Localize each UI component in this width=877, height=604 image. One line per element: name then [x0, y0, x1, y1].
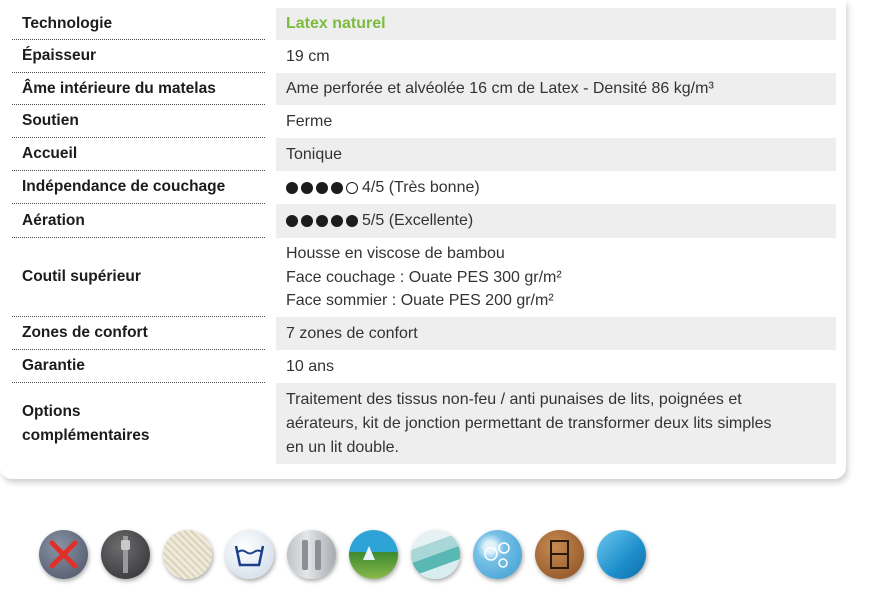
row-accueil	[12, 138, 836, 171]
blue-fabric-icon	[597, 530, 646, 579]
zipper-icon	[101, 530, 150, 579]
rating-dot-filled	[316, 215, 328, 227]
label-line: Options	[22, 402, 81, 420]
row-label: Zones de confort	[12, 317, 265, 350]
rating-dot-filled	[316, 182, 328, 194]
row-value: 19 cm	[286, 47, 330, 65]
rating-dot-filled	[286, 182, 298, 194]
value-line: en un lit double.	[286, 438, 399, 456]
row-label: Aération	[12, 204, 265, 238]
row-value	[276, 383, 836, 464]
rating-dot-filled	[331, 182, 343, 194]
fabric-texture-icon	[163, 530, 212, 579]
row-value: Tonique	[276, 138, 836, 171]
row-garantie	[12, 350, 836, 383]
value-line: Face couchage : Ouate PES 300 gr/m²	[286, 268, 562, 286]
row-label: Âme intérieure du matelas	[12, 73, 265, 105]
row-value	[276, 238, 836, 317]
rating-text: 4/5 (Très bonne)	[362, 178, 480, 196]
row-soutien	[12, 105, 836, 138]
row-options	[12, 383, 836, 464]
label-line: complémentaires	[22, 426, 150, 444]
row-technologie	[12, 8, 836, 40]
rating-dot-filled	[346, 215, 358, 227]
row-value: Latex naturel	[276, 8, 836, 40]
feature-icons	[39, 530, 646, 579]
row-value	[276, 171, 836, 204]
row-label: Indépendance de couchage	[12, 171, 265, 204]
row-value: Ame perforée et alvéolée 16 cm de Latex - Densité 86 kg/m³	[276, 73, 836, 105]
row-zones	[12, 317, 836, 350]
spec-table	[12, 8, 836, 464]
rating-text: 5/5 (Excellente)	[362, 212, 474, 229]
rating-dots	[286, 182, 358, 194]
row-ame	[12, 73, 836, 105]
rating-dot-filled	[301, 182, 313, 194]
row-value: 10 ans	[286, 357, 335, 375]
value-line: Housse en viscose de bambou	[286, 245, 505, 263]
row-epaisseur	[12, 40, 836, 73]
value-line: aérateurs, kit de jonction permettant de transformer deux lits simples	[286, 414, 772, 432]
row-label: Garantie	[12, 350, 265, 383]
row-label: Technologie	[12, 8, 265, 40]
aeration-icon	[349, 530, 398, 579]
row-label: Accueil	[12, 138, 265, 171]
row-value	[276, 204, 836, 238]
row-coutil	[12, 238, 836, 317]
rating-dot-empty	[346, 182, 358, 194]
row-independance	[12, 171, 836, 204]
handles-icon	[287, 530, 336, 579]
value-line: Traitement des tissus non-feu / anti punaises de lits, poignées et	[286, 390, 742, 408]
row-label: Coutil supérieur	[12, 238, 265, 317]
row-label: Épaisseur	[12, 40, 265, 73]
row-label: Soutien	[12, 105, 265, 138]
cabinet-icon	[535, 530, 584, 579]
rating-dot-filled	[286, 215, 298, 227]
rating-dot-filled	[301, 215, 313, 227]
washable-icon	[225, 530, 274, 579]
rating-dots	[286, 215, 358, 227]
row-label	[12, 383, 265, 464]
value-line: Face sommier : Ouate PES 200 gr/m²	[286, 292, 554, 310]
no-bedbug-icon	[39, 530, 88, 579]
layers-icon	[411, 530, 460, 579]
bubbles-icon	[473, 530, 522, 579]
row-value: 7 zones de confort	[276, 317, 836, 350]
rating-dot-filled	[331, 215, 343, 227]
row-value: Ferme	[286, 112, 333, 130]
row-aeration	[12, 204, 836, 238]
